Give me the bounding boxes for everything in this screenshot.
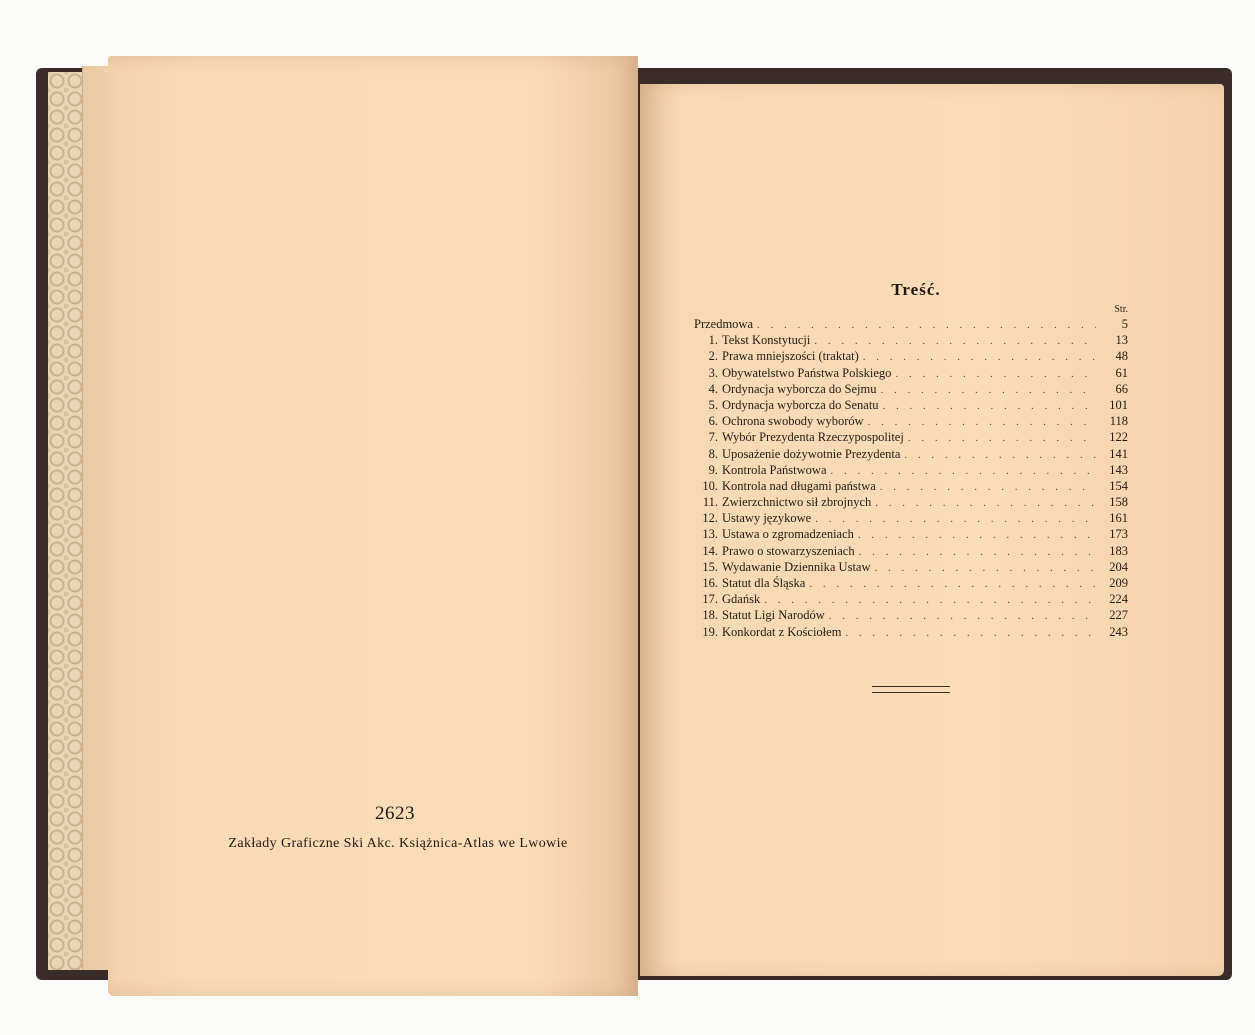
toc-entry-title: Prawo o stowarzyszeniach xyxy=(722,543,855,558)
toc-leader-dots xyxy=(875,560,1097,576)
toc-entry-title: Gdańsk xyxy=(722,592,761,607)
toc-entry-title: Ustawa o zgromadzeniach xyxy=(722,527,854,542)
toc-entry xyxy=(694,494,1128,510)
toc-entry-page: 61 xyxy=(1115,365,1128,380)
toc-entry xyxy=(694,332,1128,348)
toc-entry-title: Kontrola nad długami państwa xyxy=(722,478,876,493)
toc-entry xyxy=(694,397,1128,413)
toc-entry-title: Uposażenie dożywotnie Prezydenta xyxy=(722,446,901,461)
toc-leader-dots xyxy=(815,511,1096,527)
toc-entry-number: 2. xyxy=(708,349,718,364)
toc-entry-number: 5. xyxy=(708,397,718,412)
toc-leader-dots xyxy=(908,430,1096,446)
toc-entry-number: 8. xyxy=(708,446,718,461)
toc-entry-number: 15. xyxy=(702,559,718,574)
toc-entry xyxy=(694,478,1128,494)
toc-entry-page: 158 xyxy=(1109,495,1128,510)
toc-entries xyxy=(694,316,1128,640)
toc-entry-title: Wybór Prezydenta Rzeczypospolitej xyxy=(722,430,904,445)
toc-entry-page: 161 xyxy=(1109,511,1128,526)
left-page xyxy=(108,56,638,996)
toc-entry xyxy=(694,526,1128,542)
print-number: 2623 xyxy=(375,803,415,824)
toc-leader-dots xyxy=(858,527,1096,543)
toc-leader-dots xyxy=(895,366,1096,382)
toc-entry-number: 3. xyxy=(708,365,718,380)
toc-entry-page: 5 xyxy=(1121,317,1128,331)
toc-entry-page: 48 xyxy=(1115,349,1128,364)
toc-entry-number: 18. xyxy=(702,608,718,623)
toc-entry-title: Ustawy językowe xyxy=(722,511,812,526)
toc-entry-page: 13 xyxy=(1115,333,1128,348)
toc-entry-number: 9. xyxy=(708,462,718,477)
toc-entry-title: Statut Ligi Narodów xyxy=(722,608,825,623)
toc-entry-number: 19. xyxy=(702,624,718,639)
toc-entry-page: 224 xyxy=(1109,592,1128,607)
toc-entry-page: 183 xyxy=(1109,543,1128,558)
toc-entry-number: 7. xyxy=(708,430,718,445)
toc-leader-dots xyxy=(859,544,1096,560)
toc-leader-dots xyxy=(831,463,1097,479)
toc-entry-page: 204 xyxy=(1109,559,1128,574)
toc-entry xyxy=(694,381,1128,397)
toc-entry-number: 16. xyxy=(702,576,718,590)
toc-entry-number: 4. xyxy=(708,381,718,396)
toc-leader-dots xyxy=(904,447,1096,463)
toc-entry-title: Ochrona swobody wyborów xyxy=(722,414,864,429)
toc-entry-page: 143 xyxy=(1109,462,1128,477)
toc-entry-page: 154 xyxy=(1109,478,1128,493)
toc-leader-dots xyxy=(875,495,1096,511)
toc-entry-title: Tekst Konstytucji xyxy=(722,333,811,348)
toc-entry-page: 141 xyxy=(1109,446,1128,461)
toc-entry-title: Ordynacja wyborcza do Senatu xyxy=(722,397,879,412)
toc-entry-number: 17. xyxy=(702,592,718,607)
toc-entry-title: Konkordat z Kościołem xyxy=(722,624,842,639)
toc-entry-number: 12. xyxy=(702,511,718,526)
toc-entry xyxy=(694,413,1128,429)
toc-entry xyxy=(694,446,1128,462)
toc-entry xyxy=(694,624,1128,640)
toc-entry-page: 101 xyxy=(1109,397,1128,412)
toc-entry-number: 6. xyxy=(708,414,718,429)
toc-entry-title: Kontrola Państwowa xyxy=(722,462,827,477)
toc-entry xyxy=(694,316,1128,332)
toc-title: Treść. xyxy=(891,280,941,299)
toc-entry xyxy=(694,543,1128,559)
toc-leader-dots xyxy=(868,414,1096,430)
toc-entry-title: Ordynacja wyborcza do Sejmu xyxy=(722,381,877,396)
toc-entry-number: 1. xyxy=(708,333,718,348)
toc-leader-dots xyxy=(880,382,1096,398)
toc-entry-title: Zwierzchnictwo sił zbrojnych xyxy=(722,495,872,510)
toc-entry-page: 243 xyxy=(1109,624,1128,639)
toc-entry-title: Statut dla Śląska xyxy=(722,576,806,590)
toc-entry-page: 122 xyxy=(1109,430,1128,445)
toc-entry xyxy=(694,348,1128,364)
toc-page-column-header: Str. xyxy=(1114,304,1128,315)
toc-entry-page: 209 xyxy=(1109,576,1128,590)
toc-leader-dots xyxy=(845,625,1096,641)
double-rule-divider xyxy=(872,686,950,693)
toc-entry-number: 11. xyxy=(702,495,718,510)
toc-entry xyxy=(694,365,1128,381)
toc-entry-title: Przedmowa xyxy=(694,317,754,331)
toc-entry-title: Obywatelstwo Państwa Polskiego xyxy=(722,365,892,380)
toc-entry xyxy=(694,429,1128,445)
toc-entry xyxy=(694,575,1128,591)
toc-entry-page: 66 xyxy=(1115,381,1128,396)
toc-leader-dots xyxy=(880,479,1096,495)
toc-leader-dots xyxy=(764,592,1096,608)
toc-entry-number: 14. xyxy=(702,543,718,558)
toc-leader-dots xyxy=(757,317,1096,333)
printer-imprint: Zakłady Graficzne Ski Akc. Książnica-Atlas we Lwowie xyxy=(228,836,568,851)
toc-leader-dots xyxy=(809,576,1096,592)
toc-entry-page: 173 xyxy=(1109,527,1128,542)
toc-leader-dots xyxy=(863,349,1096,365)
toc-entry xyxy=(694,591,1128,607)
toc-entry xyxy=(694,559,1128,575)
toc-entry xyxy=(694,510,1128,526)
toc-leader-dots xyxy=(814,333,1096,349)
toc-entry-title: Prawa mniejszości (traktat) xyxy=(722,349,859,364)
toc-entry-page: 227 xyxy=(1109,608,1128,623)
table-of-contents xyxy=(694,280,1128,640)
toc-leader-dots xyxy=(829,608,1096,624)
toc-entry-page: 118 xyxy=(1109,414,1128,429)
toc-entry-number: 13. xyxy=(702,527,718,542)
toc-entry xyxy=(694,607,1128,623)
toc-entry-title: Wydawanie Dziennika Ustaw xyxy=(722,559,871,574)
toc-entry xyxy=(694,462,1128,478)
toc-leader-dots xyxy=(883,398,1096,414)
toc-entry-number: 10. xyxy=(702,478,718,493)
